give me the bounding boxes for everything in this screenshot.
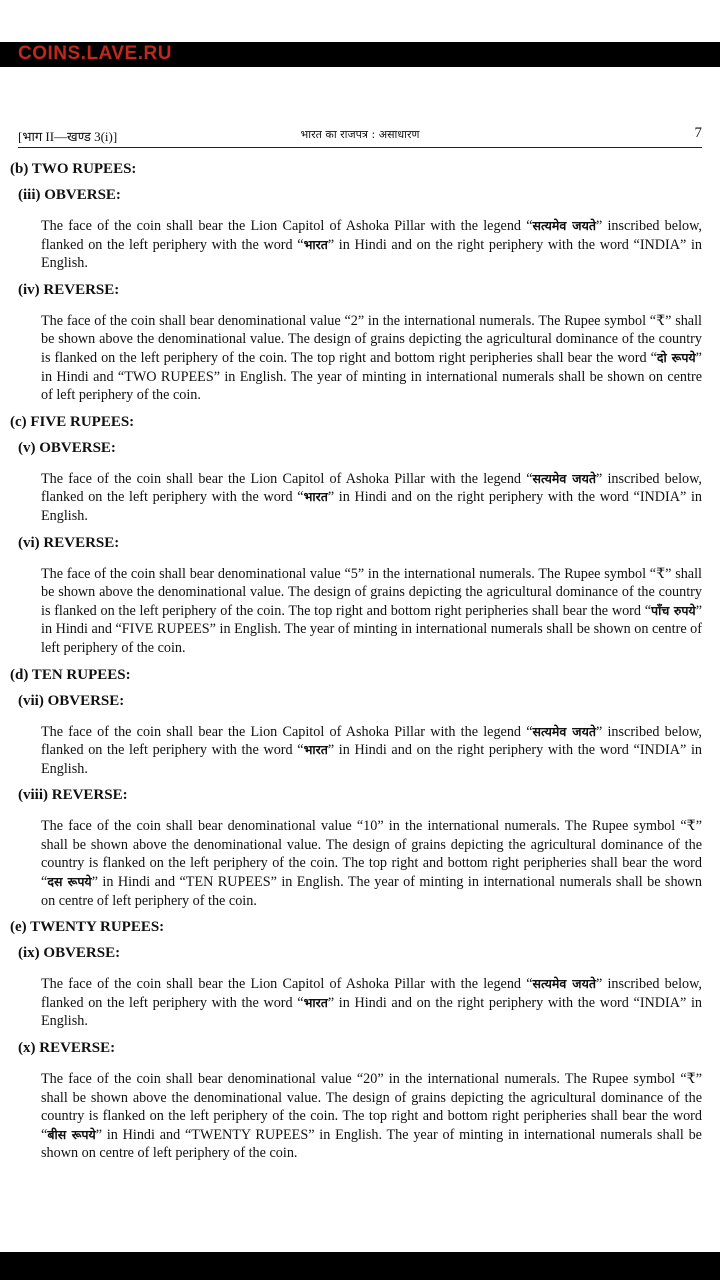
section-heading: (d) TEN RUPEES: bbox=[10, 666, 131, 683]
hindi-word: सत्यमेव जयते bbox=[532, 976, 596, 992]
subsection-heading: (viii) REVERSE: bbox=[18, 787, 128, 804]
hindi-word: भारत bbox=[303, 742, 328, 758]
paragraph-text: ” in Hindi and “TWO RUPEES” in English. The year of minting in international numerals shall be shown on centre of left periphery of the coin. bbox=[41, 349, 702, 404]
paragraph-text: ” inscribed below, flanked on the left periphery with the word “ bbox=[41, 470, 702, 506]
paragraph bbox=[41, 723, 702, 779]
hindi-word: सत्यमेव जयते bbox=[532, 470, 596, 486]
paragraph-text: ” in Hindi and on the right periphery with the word “INDIA” in English. bbox=[41, 236, 702, 272]
subsection-heading: (iv) REVERSE: bbox=[18, 281, 120, 298]
header-part-label: [भाग II—खण्ड 3(i)] bbox=[18, 129, 118, 144]
paragraph-text: ” in Hindi and “TWENTY RUPEES” in English. The year of minting in international numerals shall be shown on centre of left periphery of the coin. bbox=[41, 1126, 702, 1162]
subsection-heading: (iii) OBVERSE: bbox=[18, 187, 121, 203]
paragraph bbox=[41, 975, 702, 1031]
paragraph-text: The face of the coin shall bear denominational value “20” in the international numerals. The Rupee symbol “₹” shall be shown above the denominational value. The design of grains depicting the agricultural dominance of the country is flanked on the left periphery of the coin. The top right and bottom right peripheries shall bear the word “ bbox=[41, 1071, 702, 1143]
hindi-word: भारत bbox=[303, 489, 328, 505]
paragraph bbox=[41, 817, 702, 910]
paragraph-text: ” in Hindi and on the right periphery with the word “INDIA” in English. bbox=[41, 742, 702, 777]
paragraph bbox=[41, 312, 702, 405]
subsection-heading: (vi) REVERSE: bbox=[18, 534, 120, 551]
section-heading: (b) TWO RUPEES: bbox=[10, 161, 137, 177]
page-header bbox=[18, 125, 702, 148]
paragraph-text: The face of the coin shall bear denominational value “2” in the international numerals. The Rupee symbol “₹” shall be shown above the denominational value. The design of grains depicting the agricultural dominance of the country is flanked on the left periphery of the coin. The top right and bottom right peripheries shall bear the word “ bbox=[41, 312, 702, 366]
hindi-word: सत्यमेव जयते bbox=[532, 723, 596, 739]
hindi-word: दस रूपये bbox=[47, 874, 92, 890]
paragraph bbox=[41, 565, 702, 658]
paragraph bbox=[41, 217, 702, 273]
paragraph bbox=[41, 1070, 702, 1163]
paragraph-text: The face of the coin shall bear the Lion Capitol of Ashoka Pillar with the legend “ bbox=[41, 976, 533, 993]
hindi-word: दो रूपये bbox=[656, 349, 696, 365]
paragraph-text: The face of the coin shall bear the Lion Capitol of Ashoka Pillar with the legend “ bbox=[41, 723, 533, 740]
paragraph-text: ” in Hindi and on the right periphery with the word “INDIA” in English. bbox=[41, 489, 702, 524]
watermark-banner bbox=[0, 42, 720, 67]
paragraph-text: ” inscribed below, flanked on the left periphery with the word “ bbox=[41, 218, 702, 253]
paragraph-text: ” inscribed below, flanked on the left periphery with the word “ bbox=[41, 976, 702, 1011]
watermark-text: COINS.LAVE.RU bbox=[18, 43, 172, 64]
hindi-word: भारत bbox=[303, 994, 328, 1010]
document-body bbox=[10, 160, 702, 1171]
status-bar bbox=[0, 0, 720, 42]
subsection-heading: (vii) OBVERSE: bbox=[18, 692, 125, 709]
section-heading: (e) TWENTY RUPEES: bbox=[10, 919, 165, 936]
subsection-heading: (ix) OBVERSE: bbox=[18, 945, 121, 962]
paragraph-text: ” in Hindi and on the right periphery with the word “INDIA” in English. bbox=[41, 994, 702, 1030]
paragraph bbox=[41, 470, 702, 526]
subsection-heading: (x) REVERSE: bbox=[18, 1040, 116, 1057]
paragraph-text: ” in Hindi and “TEN RUPEES” in English. The year of minting in international numerals shall be shown on centre of left periphery of the coin. bbox=[41, 874, 702, 909]
paragraph-text: ” inscribed below, flanked on the left periphery with the word “ bbox=[41, 723, 702, 759]
hindi-word: सत्यमेव जयते bbox=[532, 218, 596, 233]
hindi-word: पाँच रुपये bbox=[651, 602, 696, 618]
page-number: 7 bbox=[694, 125, 702, 141]
paragraph-text: The face of the coin shall bear the Lion Capitol of Ashoka Pillar with the legend “ bbox=[41, 470, 533, 487]
section-heading: (c) FIVE RUPEES: bbox=[10, 413, 135, 430]
hindi-word: भारत bbox=[303, 236, 328, 252]
paragraph-text: The face of the coin shall bear denominational value “5” in the international numerals. The Rupee symbol “₹” shall be shown above the denominational value. The design of grains depicting the agricultural dominance of the country is flanked on the left periphery of the coin. The top right and bottom right peripheries shall bear the word “ bbox=[41, 565, 702, 619]
subsection-heading: (v) OBVERSE: bbox=[18, 439, 116, 456]
paragraph-text: The face of the coin shall bear the Lion Capitol of Ashoka Pillar with the legend “ bbox=[41, 218, 533, 234]
paragraph-text: ” in Hindi and “FIVE RUPEES” in English. The year of minting in international numerals shall be shown on centre of left periphery of the coin. bbox=[41, 602, 702, 656]
header-gazette-title: भारत का राजपत्र : असाधारण bbox=[300, 128, 420, 141]
paragraph-text: The face of the coin shall bear denominational value “10” in the international numerals. The Rupee symbol “₹” shall be shown above the denominational value. The design of grains depicting the agricultural dominance of the country is flanked on the left periphery of the coin. The top right and bottom right peripheries shall bear the word “ bbox=[41, 818, 702, 891]
hindi-word: बीस रूपये bbox=[47, 1126, 96, 1142]
navigation-bar bbox=[0, 1252, 720, 1280]
